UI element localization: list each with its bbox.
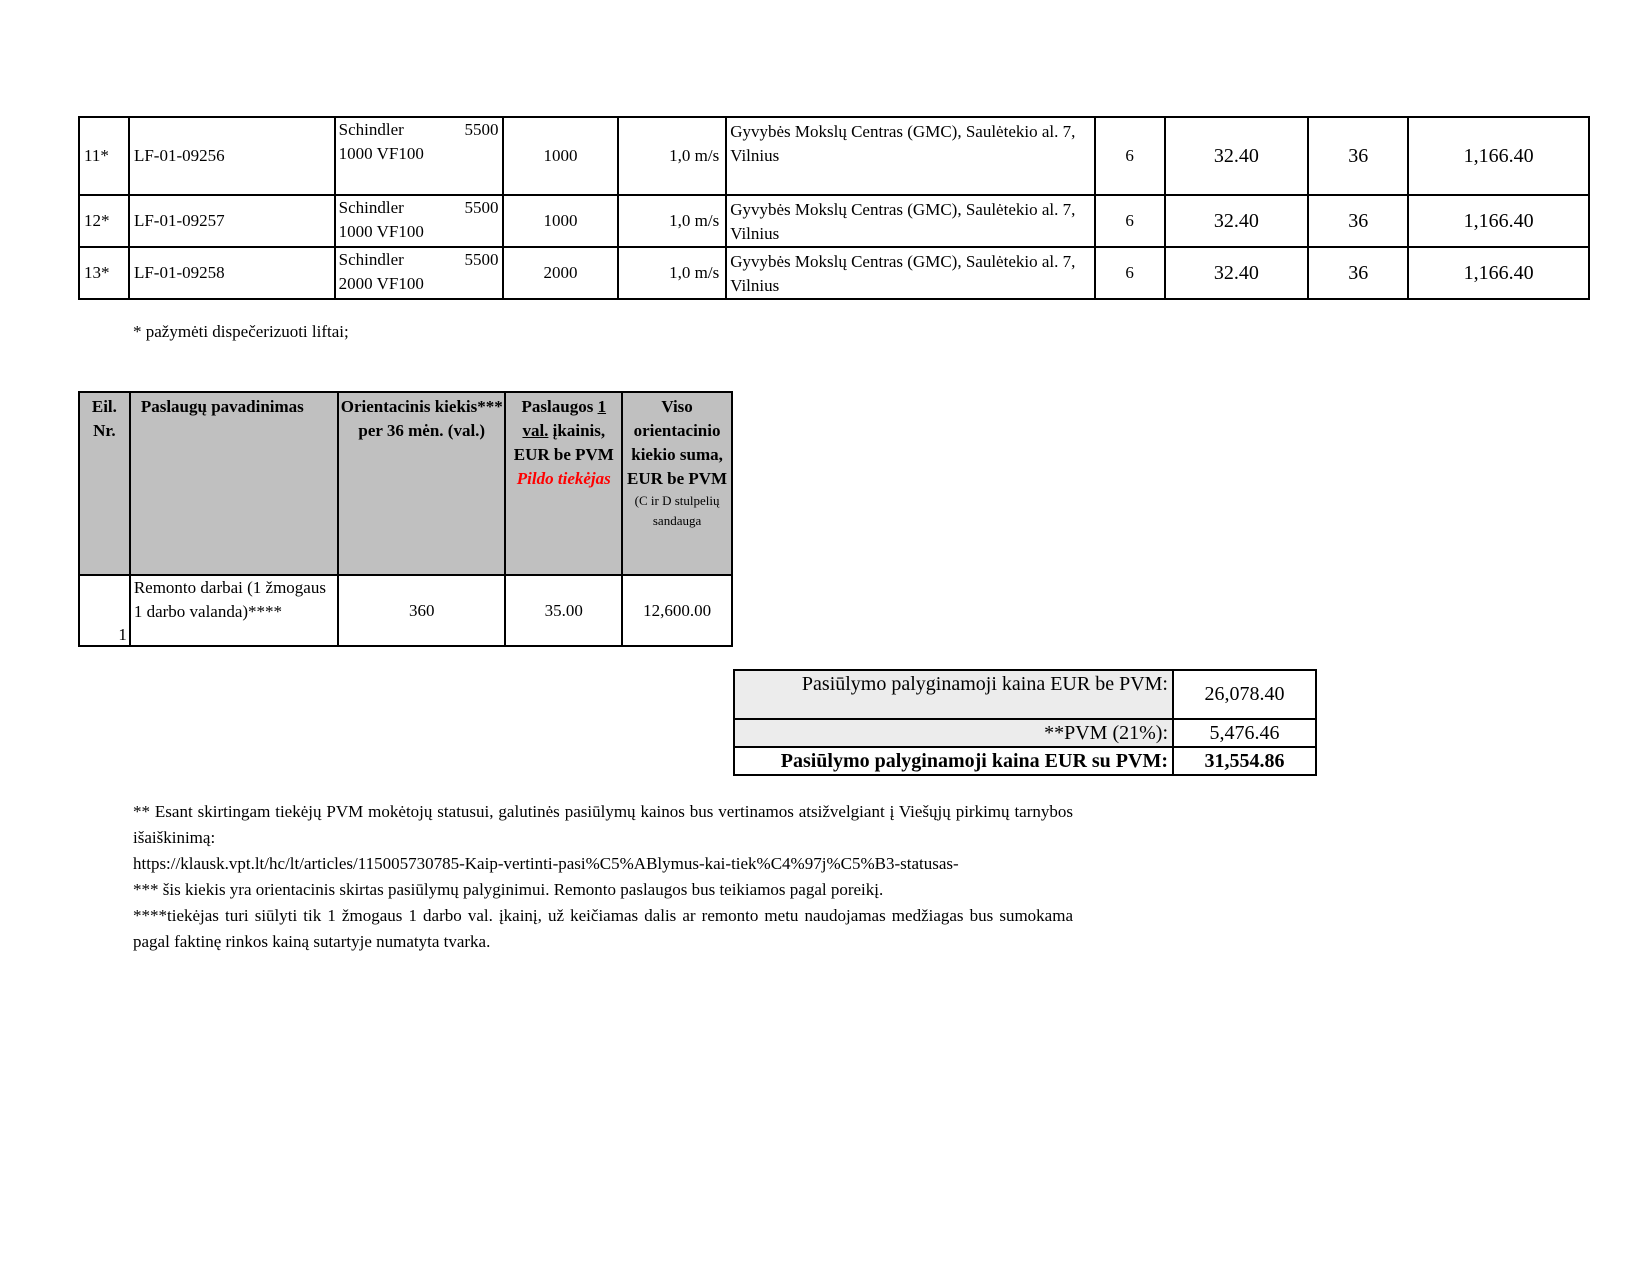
total-vat-value: 5,476.46: [1173, 719, 1316, 747]
lift-code: LF-01-09257: [129, 195, 335, 247]
totals-table: [733, 669, 1317, 776]
lift-address: Gyvybės Mokslų Centras (GMC), Saulėtekio al. 7, Vilnius: [726, 117, 1094, 195]
table-row: [79, 195, 1589, 247]
rate-footnote: ****tiekėjas turi siūlyti tik 1 žmogaus 1 darbo val. įkainį, už keičiamas dalis ar remonto metu naudojamas medžiagas bus sumokama pagal faktinę rinkos kainą sutartyje numatyta tvarka.: [133, 906, 1073, 951]
header-total-sum: Viso orientacinio kiekio suma, EUR be PVM (C ir D stulpelių sandauga: [622, 392, 732, 575]
table-row: [79, 575, 732, 646]
lift-table: [78, 116, 1590, 300]
lift-load: 1000: [503, 117, 619, 195]
vat-footnote: ** Esant skirtingam tiekėjų PVM mokėtojų statusui, galutinės pasiūlymų kainos bus vertinamos atsižvelgiant į Viešųjų pirkimų tarnybos išaiškinimą:: [133, 802, 1073, 847]
lift-load: 1000: [503, 195, 619, 247]
lift-total: 1,166.40: [1408, 247, 1589, 299]
header-nr: Eil. Nr.: [79, 392, 130, 575]
header-service-name: Paslaugų pavadinimas: [130, 392, 338, 575]
total-gross-label: Pasiūlymo palyginamoji kaina EUR su PVM:: [734, 747, 1173, 775]
vpt-link[interactable]: https://klausk.vpt.lt/hc/lt/articles/115005730785-Kaip-vertinti-pasi%C5%ABlymus-kai-tiek%C4%97j%C5%B3-statusas-: [133, 854, 959, 873]
lift-floors: 6: [1095, 247, 1165, 299]
total-vat-label: **PVM (21%):: [734, 719, 1173, 747]
total-gross-value: 31,554.86: [1173, 747, 1316, 775]
lift-months: 36: [1308, 247, 1408, 299]
lift-price: 32.40: [1165, 195, 1309, 247]
service-sum: 12,600.00: [622, 575, 732, 646]
service-rate: 35.00: [505, 575, 622, 646]
lift-speed: 1,0 m/s: [618, 117, 726, 195]
header-sum-note: (C ir D stulpelių sandauga: [634, 493, 720, 528]
lift-price: 32.40: [1165, 247, 1309, 299]
total-gross-row: [734, 747, 1316, 775]
service-name: Remonto darbai (1 žmogaus 1 darbo valanda)****: [130, 575, 338, 646]
lift-nr: 12*: [79, 195, 129, 247]
quantity-footnote: *** šis kiekis yra orientacinis skirtas pasiūlymų palyginimui. Remonto paslaugos bus teikiamos pagal poreikį.: [133, 880, 884, 899]
services-header-row: [79, 392, 732, 575]
table-row: [79, 117, 1589, 195]
lift-floors: 6: [1095, 117, 1165, 195]
supplier-fills-label: Pildo tiekėjas: [516, 469, 611, 488]
lift-price: 32.40: [1165, 117, 1309, 195]
total-net-label: Pasiūlymo palyginamoji kaina EUR be PVM:: [734, 670, 1173, 719]
lift-model: Schindler 5500 1000 VF100: [335, 117, 503, 195]
header-hour-rate: Paslaugos 1 val. įkainis, EUR be PVM Pildo tiekėjas: [505, 392, 622, 575]
lift-total: 1,166.40: [1408, 195, 1589, 247]
lift-load: 2000: [503, 247, 619, 299]
lift-model: Schindler 5500 1000 VF100: [335, 195, 503, 247]
lift-address: Gyvybės Mokslų Centras (GMC), Saulėtekio al. 7, Vilnius: [726, 195, 1094, 247]
lift-floors: 6: [1095, 195, 1165, 247]
footnotes: [133, 799, 1073, 955]
lift-code: LF-01-09256: [129, 117, 335, 195]
dispatched-lifts-note: * pažymėti dispečerizuoti liftai;: [133, 322, 349, 341]
service-quantity: 360: [338, 575, 505, 646]
lift-speed: 1,0 m/s: [618, 195, 726, 247]
lift-months: 36: [1308, 117, 1408, 195]
lift-speed: 1,0 m/s: [618, 247, 726, 299]
services-table: [78, 391, 733, 647]
total-net-row: [734, 670, 1316, 719]
lift-total: 1,166.40: [1408, 117, 1589, 195]
service-nr: 1: [79, 575, 130, 646]
lift-nr: 13*: [79, 247, 129, 299]
header-quantity: Orientacinis kiekis*** per 36 mėn. (val.): [338, 392, 505, 575]
table-row: [79, 247, 1589, 299]
lift-address: Gyvybės Mokslų Centras (GMC), Saulėtekio al. 7, Vilnius: [726, 247, 1094, 299]
total-vat-row: [734, 719, 1316, 747]
lift-model: Schindler 5500 2000 VF100: [335, 247, 503, 299]
lift-months: 36: [1308, 195, 1408, 247]
lift-code: LF-01-09258: [129, 247, 335, 299]
total-net-value: 26,078.40: [1173, 670, 1316, 719]
lift-nr: 11*: [79, 117, 129, 195]
